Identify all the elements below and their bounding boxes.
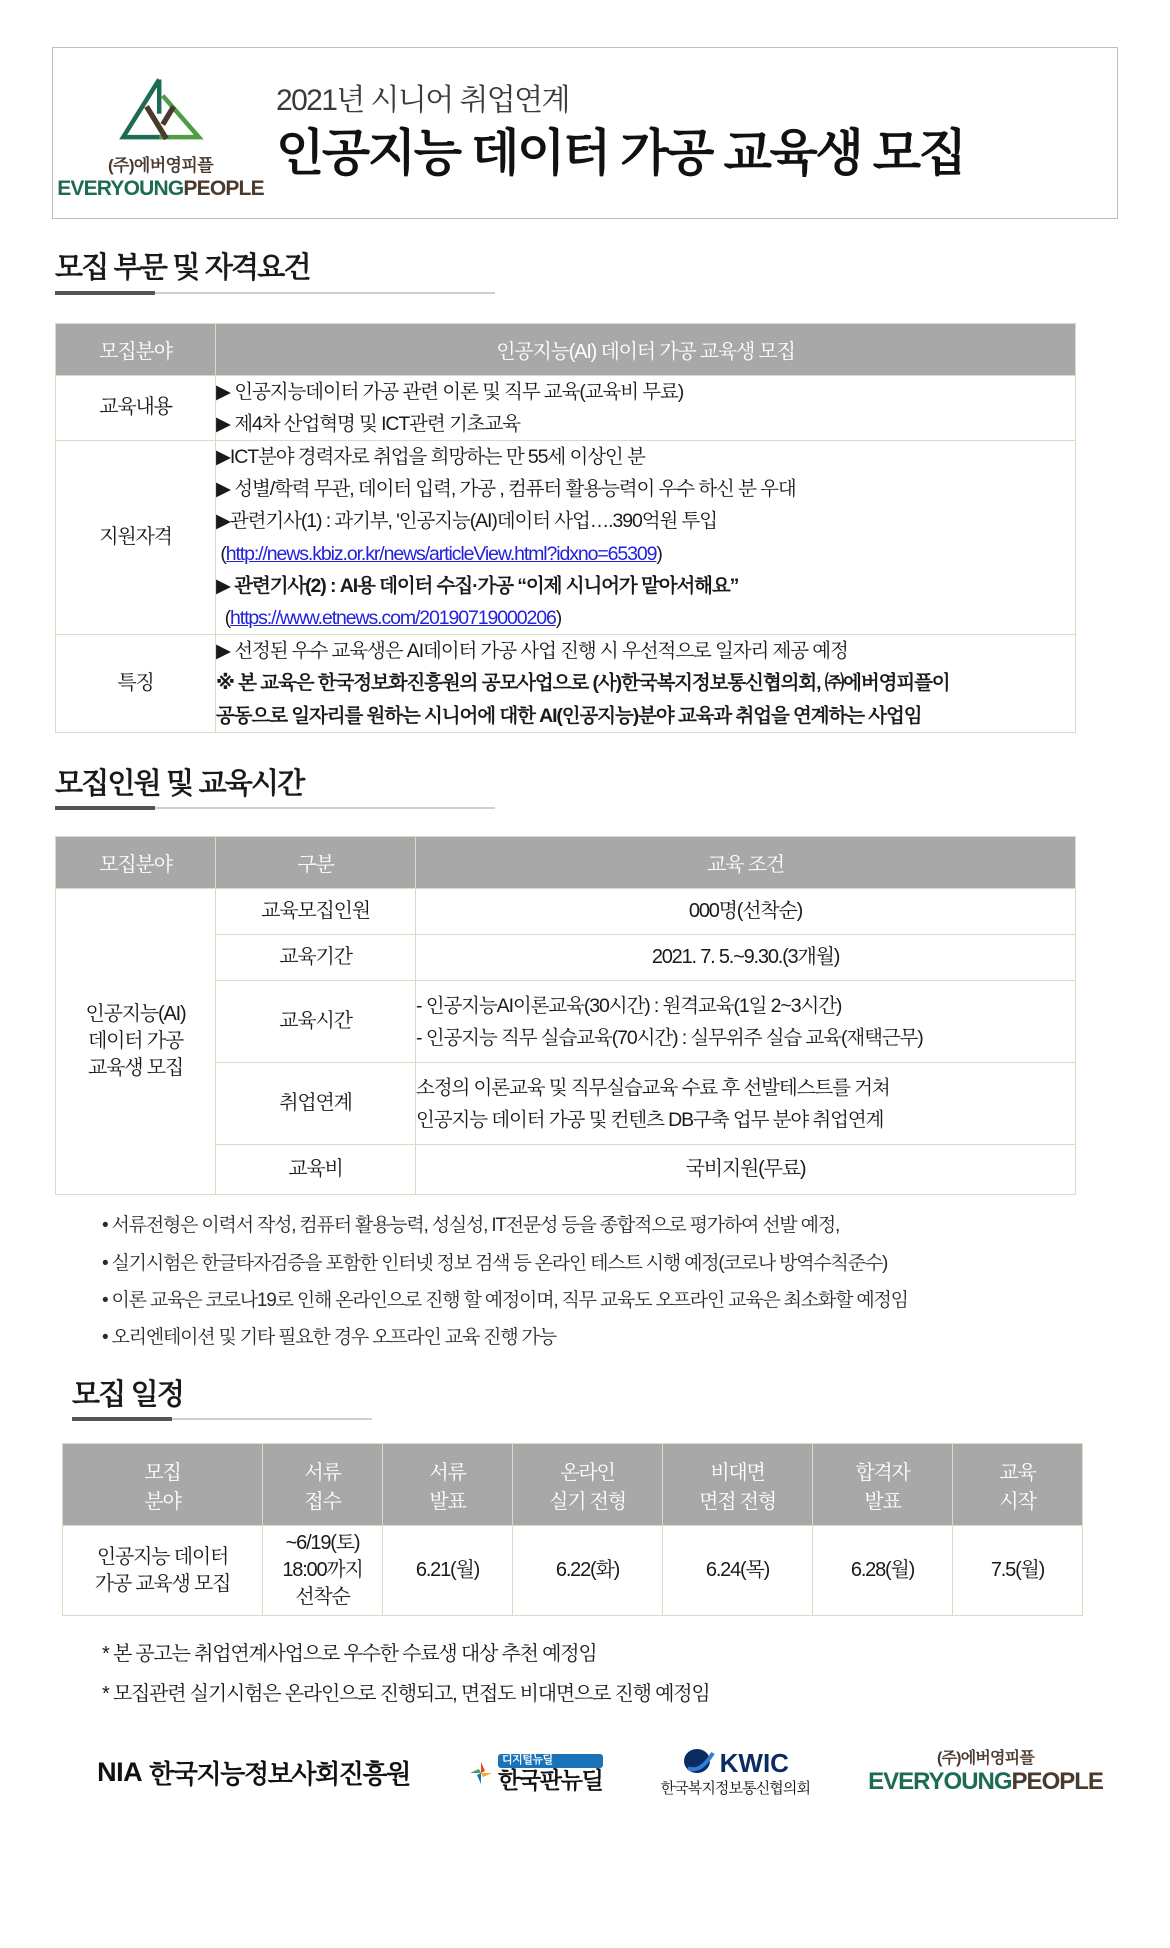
field-line-3: 교육생 모집 [88, 1057, 183, 1080]
row-value-fee: 국비지원(무료) [416, 1145, 1076, 1195]
bullet-line: ▶ 성별/학력 무관, 데이터 입력, 가공 , 컴퓨터 활용능력이 우수 하신 분 우대 [216, 478, 796, 501]
logo-en-green: EVERYOUNG [57, 176, 184, 200]
field-line-2: 데이터 가공 [88, 1030, 183, 1053]
col-header-field: 모집분야 [56, 837, 216, 889]
field-line-2: 가공 교육생 모집 [94, 1572, 231, 1595]
nia-logo [97, 1754, 410, 1791]
page-title: 인공지능 데이터 가공 교육생 모집 [276, 124, 965, 181]
header-line-1: 비대면 [710, 1461, 765, 1484]
cell-education-start: 7.5(월) [953, 1526, 1083, 1616]
table-row-features [56, 635, 1076, 733]
col-header-condition: 교육 조건 [416, 837, 1076, 889]
bullet-line: ▶ 인공지능데이터 가공 관련 이론 및 직무 교육(교육비 무료) [216, 380, 684, 403]
header-line-2: 접수 [304, 1490, 341, 1513]
everyoung-triangle-logo-icon [107, 72, 215, 150]
table-header-row [56, 323, 1076, 375]
new-deal-name-text: 한국판뉴딜 [497, 1766, 603, 1793]
doc-line-3: 선착순 [295, 1586, 350, 1609]
everyoung-footer-korean: (주)에버영피플 [936, 1749, 1034, 1767]
header-line-2: 실기 전형 [549, 1490, 626, 1513]
table-header-row [56, 837, 1076, 889]
bullet-line: ▶관련기사(1) : 과기부, '인공지능(AI)데이터 사업….390억원 투입 [216, 510, 717, 533]
bullet-line: 공동으로 일자리를 원하는 시니어에 대한 AI(인공지능)분야 교육과 취업을 연계하는 사업임 [216, 704, 922, 727]
cell-doc-result: 6.21(월) [383, 1526, 513, 1616]
col-header-doc-result [383, 1444, 513, 1526]
header-line-1: 교육 [999, 1461, 1036, 1484]
capacity-notes-list [62, 1207, 1082, 1355]
logo-korean-name: (주)에버영피플 [107, 155, 214, 175]
field-line-1: 인공지능 데이터 [96, 1545, 229, 1568]
new-deal-badge-text: 디지털뉴딜 [498, 1754, 603, 1768]
recruitment-table [55, 323, 1076, 733]
everyoung-footer-en-brown: PEOPLE [1011, 1768, 1103, 1796]
poster-header [52, 47, 1118, 219]
logo-english-name [57, 178, 264, 199]
header-line-2: 발표 [864, 1490, 901, 1513]
col-header-pass-announce [813, 1444, 953, 1526]
note-item: • 오리엔테이션 및 기타 필요한 경우 오프라인 교육 진행 가능 [102, 1319, 1082, 1356]
row-value-employment [416, 1063, 1076, 1145]
employment-line-2: 인공지능 데이터 가공 및 컨텐츠 DB구축 업무 분야 취업연계 [416, 1108, 884, 1131]
col-header-field [63, 1444, 263, 1526]
note-item: • 이론 교육은 코로나19로 인해 온라인으로 진행 할 예정이며, 직무 교육도 오프라인 교육은 최소화할 예정임 [102, 1282, 1082, 1319]
row-label-employment: 취업연계 [216, 1063, 416, 1145]
header-line-1: 온라인 [560, 1461, 615, 1484]
article-link-2[interactable]: https://www.etnews.com/20190719000206 [230, 607, 556, 629]
section2-rule [55, 806, 495, 810]
capacity-table [55, 836, 1076, 1195]
note-item: • 서류전형은 이력서 작성, 컴퓨터 활용능력, 성실성, IT전문성 등을 종합적으로 평가하여 선발 예정, [102, 1207, 1082, 1244]
logo-en-brown: PEOPLE [183, 176, 264, 200]
everyoung-footer-logo [868, 1750, 1103, 1796]
article-link-1-line: (http://news.kbiz.or.kr/news/articleView.html?idxno=65309) [216, 542, 662, 565]
field-line-1: 인공지능(AI) [85, 1003, 186, 1026]
doc-line-2: 18:00까지 [282, 1559, 363, 1582]
header-line-1: 서류 [304, 1461, 341, 1484]
row-value-education-content [216, 375, 1076, 440]
bullet-line: ▶ 관련기사(2) : AI용 데이터 수집·가공 “이제 시니어가 맡아서해요” [216, 574, 739, 597]
doc-line-1: ~6/19(토) [285, 1532, 360, 1555]
section1-rule [55, 291, 495, 295]
poster-page [0, 47, 1170, 1948]
row-label-field-merged [56, 889, 216, 1195]
section-heading-capacity [55, 767, 495, 811]
row-label-education-content: 교육내용 [56, 375, 216, 440]
section3-rule [72, 1417, 372, 1421]
cell-field [63, 1526, 263, 1616]
col-header-description: 인공지능(AI) 데이터 가공 교육생 모집 [216, 323, 1076, 375]
row-value-hours [416, 981, 1076, 1063]
header-line-2: 발표 [429, 1490, 466, 1513]
row-label-capacity: 교육모집인원 [216, 889, 416, 935]
col-header-interview [663, 1444, 813, 1526]
employment-line-1: 소정의 이론교육 및 직무실습교육 수료 후 선발테스트를 거쳐 [416, 1076, 890, 1099]
article-link-2-line: (https://www.etnews.com/20190719000206) [216, 607, 562, 629]
kwic-name-text: KWIC [719, 1747, 789, 1778]
bullet-line: ▶ICT분야 경력자로 취업을 희망하는 만 55세 이상인 분 [216, 446, 645, 469]
nia-name-text: 한국지능정보사회진흥원 [149, 1759, 410, 1790]
table-row [63, 1526, 1083, 1616]
footnote-item: * 본 공고는 취업연계사업으로 우수한 수료생 대상 추천 예정임 [102, 1643, 597, 1666]
row-label-period: 교육기간 [216, 935, 416, 981]
col-header-education-start [953, 1444, 1083, 1526]
hours-line-1: - 인공지능AI이론교육(30시간) : 원격교육(1일 2~3시간) [416, 994, 842, 1017]
kwic-swoosh-icon [682, 1748, 716, 1778]
bullet-line: ※ 본 교육은 한국정보화진흥원의 공모사업으로 (사)한국복지정보통신협의회, ㈜에버영피플이 [216, 672, 950, 695]
row-value-capacity: 000명(선착순) [416, 889, 1076, 935]
table-row-capacity [56, 889, 1076, 935]
row-label-features: 특징 [56, 635, 216, 733]
header-line-2: 분야 [144, 1490, 181, 1513]
cell-pass-announce: 6.28(월) [813, 1526, 953, 1616]
row-value-qualification [216, 441, 1076, 635]
table-row-education-content [56, 375, 1076, 440]
header-line-2: 면접 전형 [699, 1490, 776, 1513]
poster-subtitle: 2021년 시니어 취업연계 [276, 83, 569, 117]
section-heading-recruitment [55, 251, 495, 295]
cell-interview: 6.24(목) [663, 1526, 813, 1616]
section-heading-schedule [72, 1378, 372, 1422]
header-line-1: 서류 [429, 1461, 466, 1484]
header-text-block [268, 84, 1117, 183]
col-header-online-test [513, 1444, 663, 1526]
row-value-features [216, 635, 1076, 733]
row-label-fee: 교육비 [216, 1145, 416, 1195]
footnote-item: * 모집관련 실기시험은 온라인으로 진행되고, 면접도 비대면으로 진행 예정임 [102, 1683, 710, 1706]
everyoung-footer-en-green: EVERYOUNG [868, 1768, 1012, 1796]
row-label-qualification: 지원자격 [56, 441, 216, 635]
article-link-1[interactable]: http://news.kbiz.or.kr/news/articleView.html?idxno=65309 [225, 542, 657, 565]
row-label-hours: 교육시간 [216, 981, 416, 1063]
table-row-qualification [56, 441, 1076, 635]
note-item: • 실기시험은 한글타자검증을 포함한 인터넷 정보 검색 등 온라인 테스트 시행 예정(코로나 방역수칙준수) [102, 1245, 1082, 1282]
cell-doc-submission [263, 1526, 383, 1616]
table-header-row [63, 1444, 1083, 1526]
everyoung-footer-english [868, 1769, 1103, 1795]
kwic-logo-top [661, 1748, 811, 1778]
col-header-field: 모집분야 [56, 323, 216, 375]
cell-online-test: 6.22(화) [513, 1526, 663, 1616]
bullet-line: ▶ 선정된 우수 교육생은 AI데이터 가공 사업 진행 시 우선적으로 일자리 제공 예정 [216, 640, 848, 663]
header-line-2: 시작 [999, 1490, 1036, 1513]
hours-line-2: - 인공지능 직무 실습교육(70시간) : 실무위주 실습 교육(재택근무) [416, 1026, 923, 1049]
nia-mark-text: NIA [97, 1757, 143, 1788]
section2-title: 모집인원 및 교육시간 [55, 767, 304, 800]
section1-title: 모집 부문 및 자격요건 [55, 252, 310, 284]
schedule-table [62, 1443, 1083, 1616]
korean-new-deal-logo [468, 1754, 603, 1792]
row-value-period: 2021. 7. 5.~9.30.(3개월) [416, 935, 1076, 981]
header-line-1: 합격자 [855, 1461, 910, 1484]
col-header-category: 구분 [216, 837, 416, 889]
company-logo-block [53, 48, 268, 218]
new-deal-pinwheel-icon [468, 1760, 494, 1786]
schedule-footnotes-list [62, 1634, 1170, 1714]
footer-logos [0, 1748, 1170, 1797]
header-line-1: 모집 [144, 1461, 181, 1484]
kwic-logo [661, 1748, 811, 1797]
kwic-subtitle-text: 한국복지정보통신협의회 [660, 1780, 811, 1798]
section3-title: 모집 일정 [72, 1378, 184, 1411]
col-header-doc-submission [263, 1444, 383, 1526]
bullet-line: ▶ 제4차 산업혁명 및 ICT관련 기초교육 [216, 412, 520, 435]
